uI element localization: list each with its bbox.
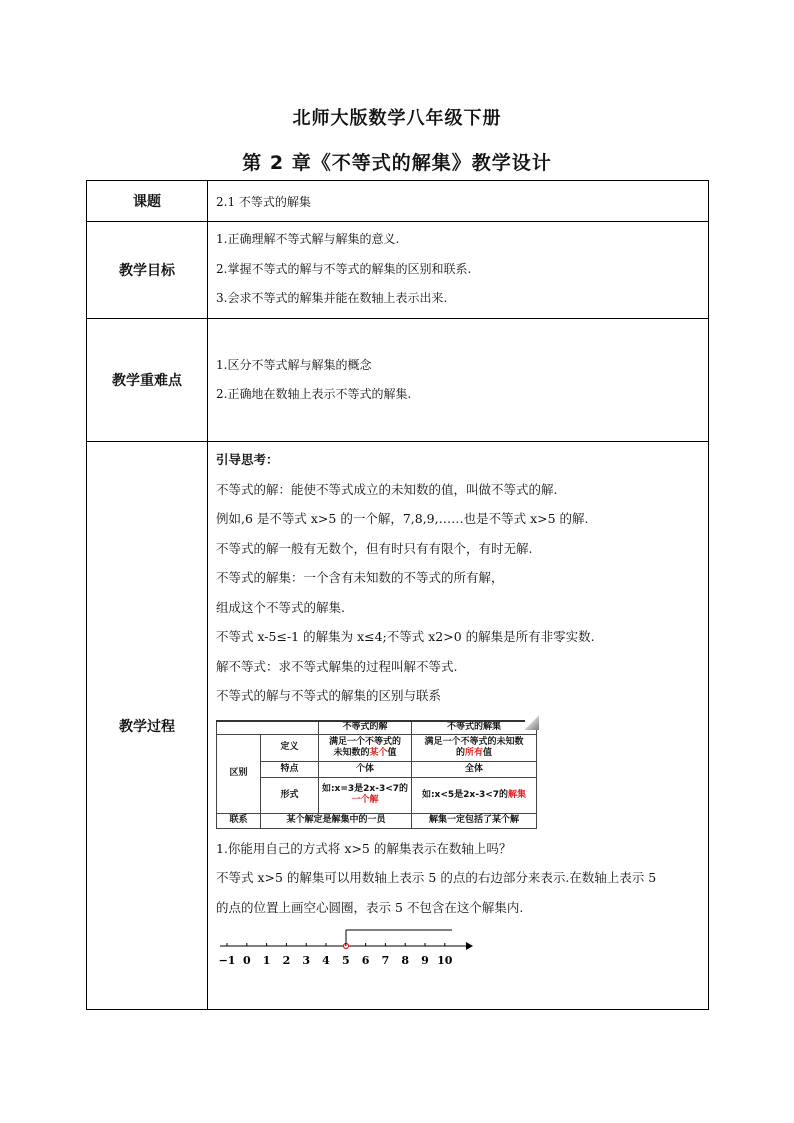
document-title: 北师大版数学八年级下册 xyxy=(292,108,502,129)
number-line-label: 10 xyxy=(437,954,453,967)
cmp-diff-label: 区别 xyxy=(217,734,261,813)
goal-item: 3.会求不等式的解集并能在数轴上表示出来. xyxy=(216,291,448,305)
process-line: 不等式的解：能使不等式成立的未知数的值，叫做不等式的解. xyxy=(216,481,558,497)
cmp-corner-cell xyxy=(217,720,319,734)
row-keypoints xyxy=(87,319,709,442)
number-line-label: 6 xyxy=(361,954,370,967)
number-line-label: 3 xyxy=(302,954,311,967)
cmp-form-set: 如:x<5是2x-3<7的解集 xyxy=(412,777,537,813)
cmp-form-label: 形式 xyxy=(261,777,319,813)
number-line-label: 1 xyxy=(262,954,271,967)
cmp-feat-set: 全体 xyxy=(412,761,537,777)
cmp-def-set: 满足一个不等式的未知数 的所有值 xyxy=(412,734,537,761)
number-line-label: 4 xyxy=(322,954,330,967)
label-goals: 教学目标 xyxy=(87,222,208,319)
comparison-table-image xyxy=(216,720,536,832)
answer-text: 的点的位置上画空心圆圈，表示 5 不包含在这个解集内. xyxy=(216,899,524,915)
process-content xyxy=(208,442,709,1010)
process-line: 不等式 x-5≤-1 的解集为 x≤4;不等式 x2>0 的解集是所有非零实数. xyxy=(216,629,595,644)
process-line: 组成这个不等式的解集. xyxy=(216,599,345,615)
comparison-table xyxy=(216,720,537,829)
number-line-label: 5 xyxy=(341,954,350,967)
number-line-label: 0 xyxy=(242,954,251,967)
label-keypoints: 教学重难点 xyxy=(87,319,208,442)
number-line-arrow-icon xyxy=(466,942,473,950)
row-goals xyxy=(87,222,709,319)
cmp-link-solution: 某个解定是解集中的一员 xyxy=(261,813,412,828)
number-line-diagram xyxy=(216,928,476,970)
cmp-feat-solution: 个体 xyxy=(319,761,412,777)
page-curl-icon xyxy=(525,716,539,730)
process-line: 不等式的解一般有无数个，但有时只有有限个，有时无解. xyxy=(216,540,533,556)
row-topic xyxy=(87,181,709,222)
label-topic: 课题 xyxy=(87,181,208,222)
cmp-head-solution: 不等式的解 xyxy=(319,720,412,734)
cmp-form-solution: 如:x=3是2x-3<7的 一个解 xyxy=(319,777,412,813)
lesson-plan-table xyxy=(86,180,709,1010)
number-line-labels xyxy=(219,954,453,967)
process-heading: 引导思考： xyxy=(216,452,279,467)
process-line: 不等式的解集：一个含有未知数的不等式的所有解， xyxy=(216,570,504,585)
goal-item: 2.掌握不等式的解与不等式的解集的区别和联系. xyxy=(216,261,472,276)
process-line: 不等式的解与不等式的解集的区别与联系 xyxy=(216,688,442,703)
document-subtitle: 第 2 章《不等式的解集》教学设计 xyxy=(242,152,552,174)
label-process: 教学过程 xyxy=(87,442,208,1010)
cmp-head-set: 不等式的解集 xyxy=(412,720,537,734)
keypoint-item: 2.正确地在数轴上表示不等式的解集. xyxy=(216,387,412,401)
goal-item: 1.正确理解不等式解与解集的意义. xyxy=(216,232,400,246)
row-process xyxy=(87,442,709,1010)
number-line-label: 2 xyxy=(282,954,291,967)
keypoint-item: 1.区分不等式解与解集的概念 xyxy=(216,357,372,372)
number-line-label: −1 xyxy=(218,954,236,967)
number-line-label: 9 xyxy=(421,954,429,967)
process-line: 解不等式：求不等式解集的过程叫解不等式. xyxy=(216,658,458,674)
value-topic: 2.1 不等式的解集 xyxy=(208,181,709,222)
answer-text: 不等式 x>5 的解集可以用数轴上表示 5 的点的右边部分来表示.在数轴上表示 5 xyxy=(216,870,657,885)
keypoints-list xyxy=(208,319,709,442)
question-text: 1.你能用自己的方式将 x>5 的解集表示在数轴上吗？ xyxy=(216,840,512,856)
cmp-link-set: 解集一定包括了某个解 xyxy=(412,813,537,828)
cmp-link-label: 联系 xyxy=(217,813,261,828)
process-line: 例如,6 是不等式 x>5 的一个解，7,8,9,……也是不等式 x>5 的解. xyxy=(216,511,589,526)
number-line-label: 8 xyxy=(401,954,410,967)
cmp-def-solution: 满足一个不等式的 未知数的某个值 xyxy=(319,734,412,761)
cmp-feat-label: 特点 xyxy=(261,761,319,777)
goals-list xyxy=(208,222,709,319)
number-line-label: 7 xyxy=(381,954,390,967)
cmp-def-label: 定义 xyxy=(261,734,319,761)
table-top-strip xyxy=(216,720,536,722)
